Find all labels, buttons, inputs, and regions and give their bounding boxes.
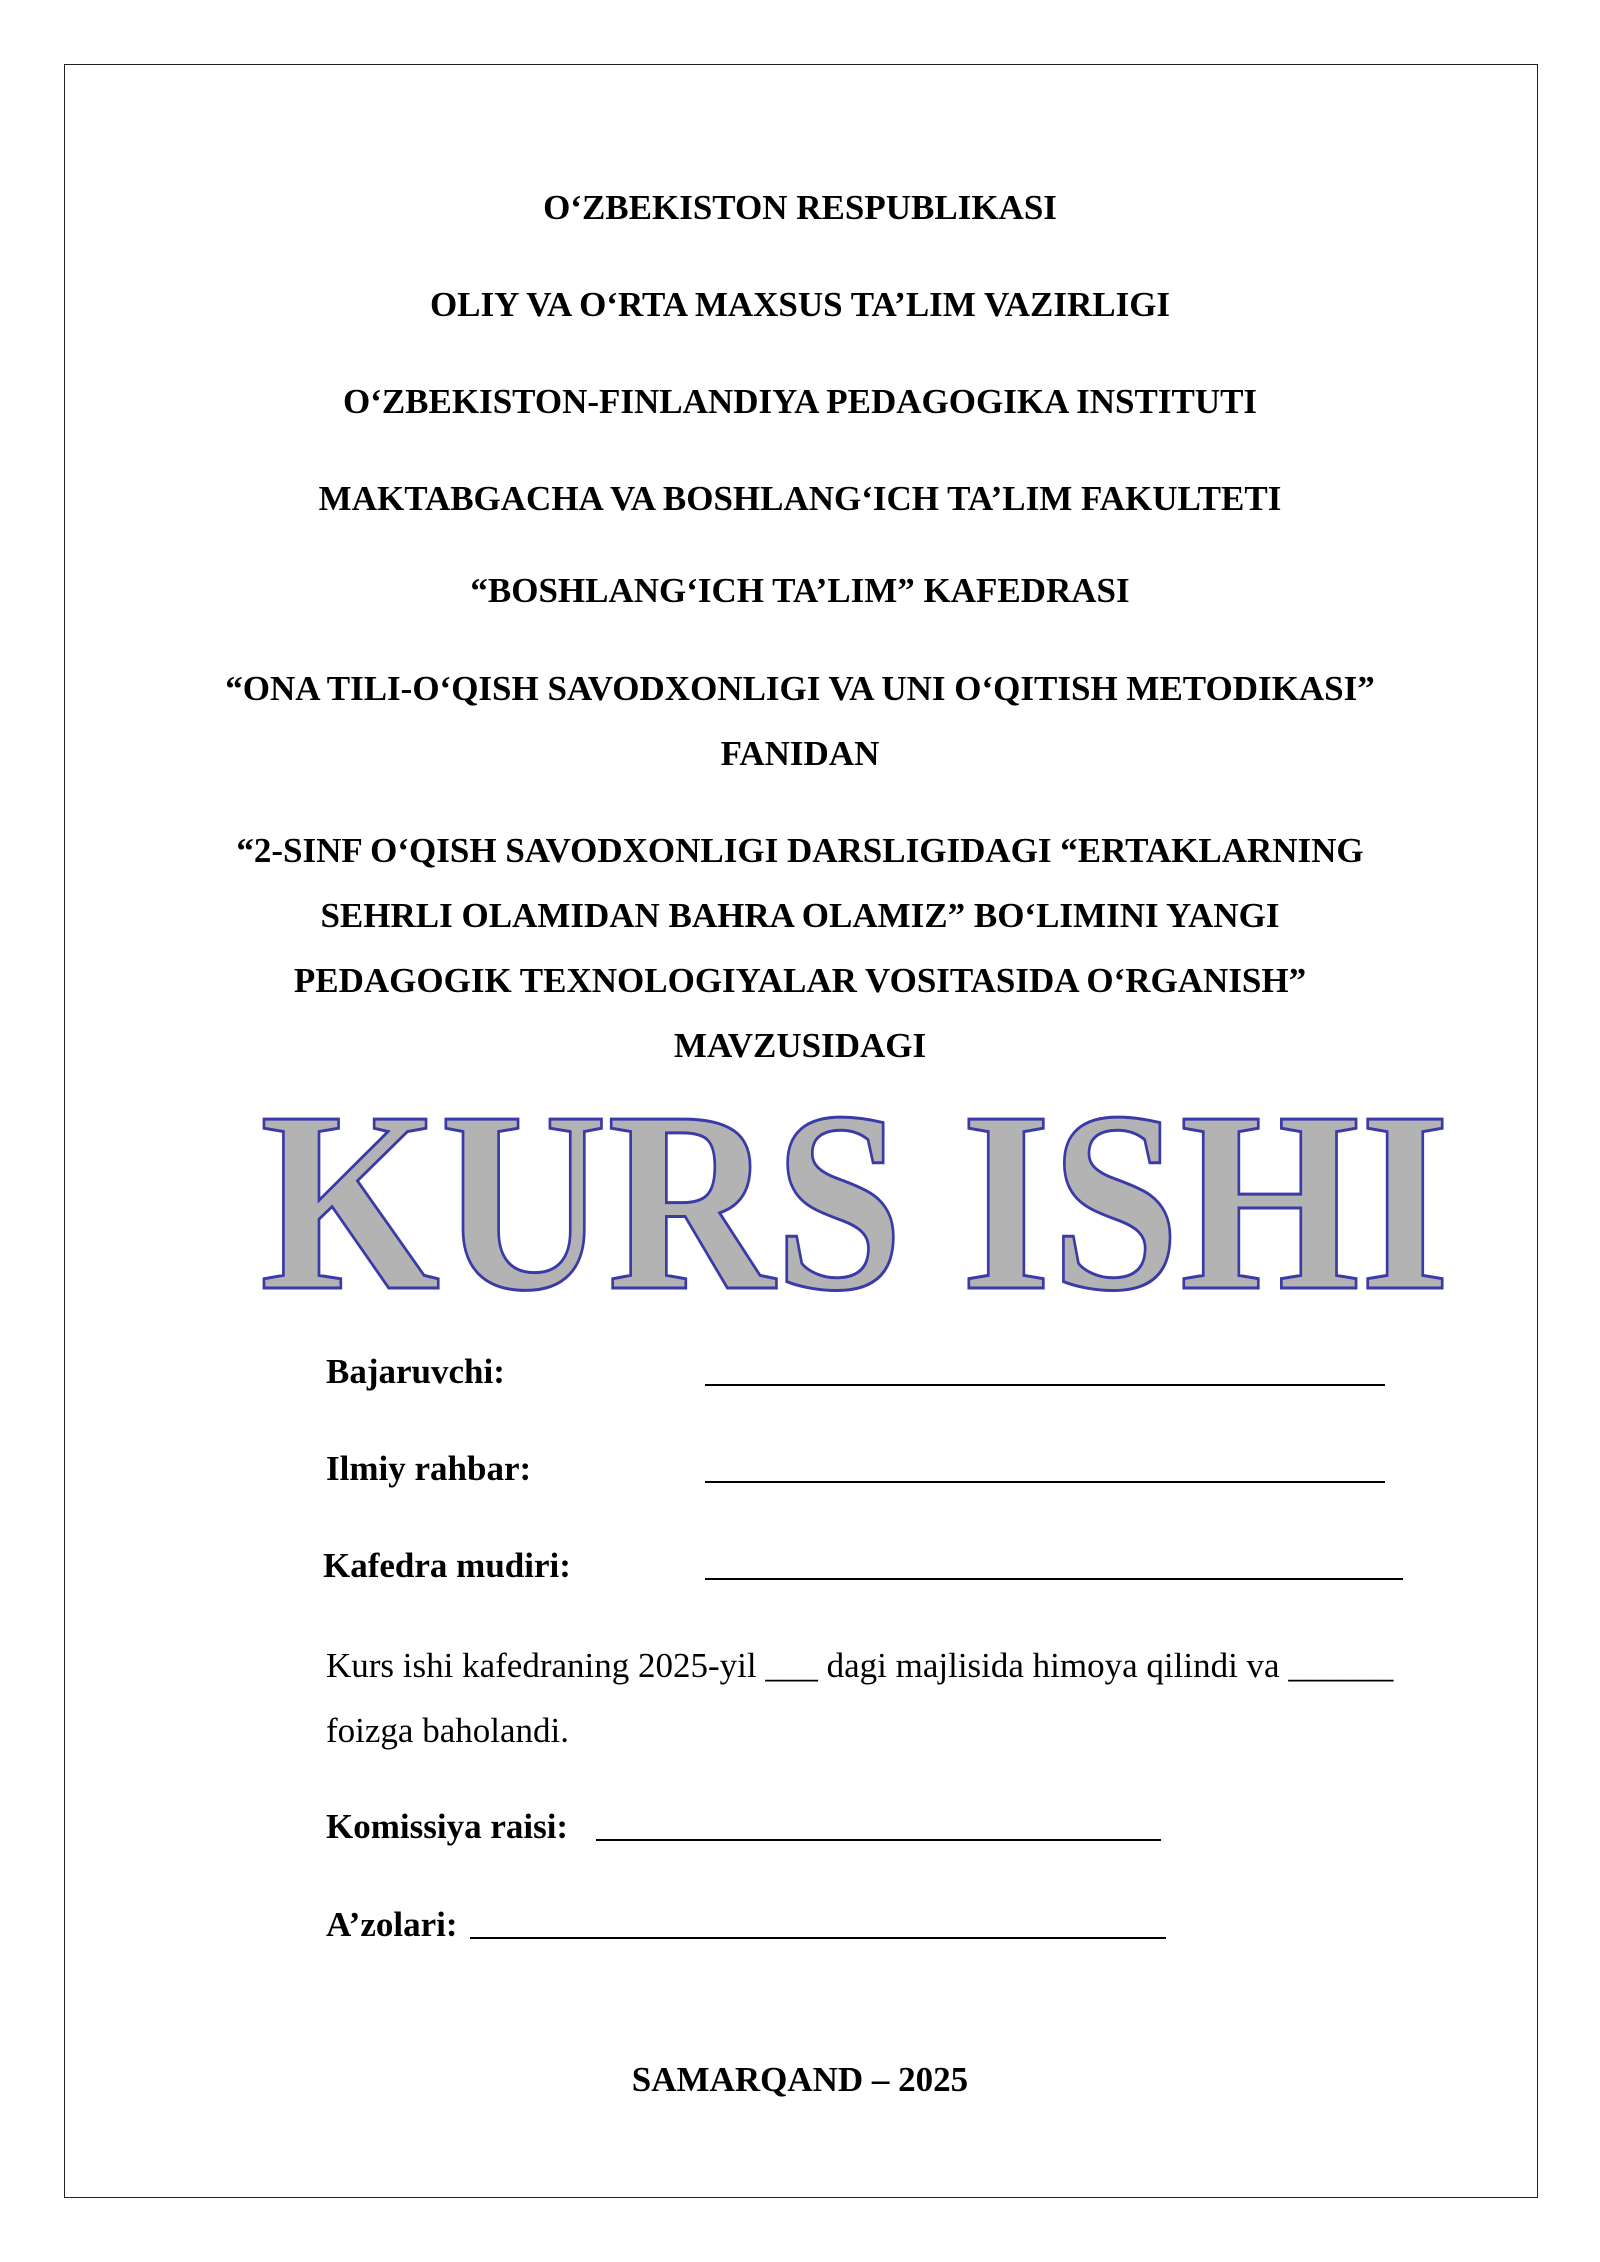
department-head-label: Kafedra mudiri: xyxy=(323,1546,571,1585)
country-heading: O‘ZBEKISTON RESPUBLIKASI xyxy=(543,188,1057,227)
document-type-title xyxy=(0,1062,1600,1322)
wordart-title xyxy=(0,1062,1600,1322)
commission-members-signature-line xyxy=(470,1937,1166,1939)
faculty-heading: MAKTABGACHA VA BOSHLANG‘ICH TA’LIM FAKULTETI xyxy=(318,479,1282,518)
defense-note-line: foizga baholandi. xyxy=(326,1711,569,1750)
performer-signature-line xyxy=(705,1384,1385,1386)
commission-chair-signature-line xyxy=(596,1839,1161,1841)
department-heading: “BOSHLANG‘ICH TA’LIM” KAFEDRASI xyxy=(470,571,1130,610)
department-head-signature-line xyxy=(705,1578,1403,1580)
topic-line: MAVZUSIDAGI xyxy=(673,1026,927,1065)
ministry-heading: OLIY VA O‘RTA MAXSUS TA’LIM VAZIRLIGI xyxy=(429,285,1171,324)
institute-heading: O‘ZBEKISTON-FINLANDIYA PEDAGOGIKA INSTITUTI xyxy=(342,382,1258,421)
subject-block xyxy=(0,656,1600,786)
performer-label: Bajaruvchi: xyxy=(326,1352,505,1391)
topic-line: PEDAGOGIK TEXNOLOGIYALAR VOSITASIDA O‘RGANISH” xyxy=(293,961,1307,1000)
city-year: SAMARQAND – 2025 xyxy=(631,2060,969,2099)
supervisor-label: Ilmiy rahbar: xyxy=(326,1449,532,1488)
topic-line: “2-SINF O‘QISH SAVODXONLIGI DARSLIGIDAGI “ERTAKLARNING xyxy=(236,831,1364,870)
commission-chair-label: Komissiya raisi: xyxy=(326,1807,569,1846)
title-text: KURS ISHI xyxy=(260,1062,1450,1322)
defense-note-line: Kurs ishi kafedraning 2025-yil ___ dagi majlisida himoya qilindi va ______ xyxy=(326,1646,1394,1685)
subject-line: FANIDAN xyxy=(720,734,880,773)
subject-line: “ONA TILI-O‘QISH SAVODXONLIGI VA UNI O‘QITISH METODIKASI” xyxy=(225,669,1375,708)
topic-block xyxy=(0,818,1600,1078)
topic-line: SEHRLI OLAMIDAN BAHRA OLAMIZ” BO‘LIMINI YANGI xyxy=(320,896,1280,935)
commission-members-label: A’zolari: xyxy=(326,1905,458,1944)
supervisor-signature-line xyxy=(705,1481,1385,1483)
